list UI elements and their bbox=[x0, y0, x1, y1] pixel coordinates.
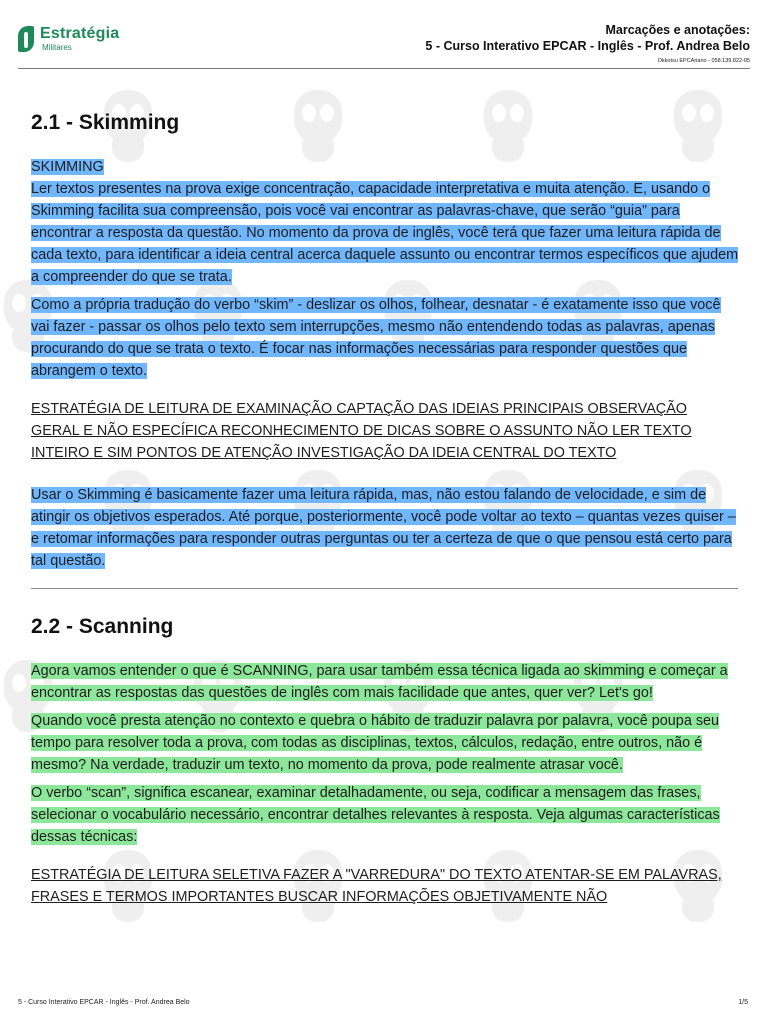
skimming-paragraph-2: Como a própria tradução do verbo “skim” - deslizar os olhos, folhear, desnatar - é exatamente isso que você vai fazer - passar os olhos pelo texto sem interrupções, mesmo não entendendo todas as palavras, apenas procurando do que se trata o texto. É focar nas informações necessárias para responder questões que abrangem o texto. bbox=[31, 297, 721, 379]
header-title-block bbox=[425, 22, 750, 64]
page-number: 1/5 bbox=[738, 999, 748, 1006]
logo-subtitle: Militares bbox=[42, 43, 72, 52]
header-course: 5 - Curso Interativo EPCAR - Inglês - Prof. Andrea Belo bbox=[425, 39, 750, 53]
document-body bbox=[31, 108, 739, 577]
section-title-scanning: 2.2 - Scanning bbox=[31, 615, 174, 638]
skimming-strategy-text: ESTRATÉGIA DE LEITURA DE EXAMINAÇÃO CAPTAÇÃO DAS IDEIAS PRINCIPAIS OBSERVAÇÃO GERAL E NÃO ESPECÍFICA RECONHECIMENTO DE DICAS SOBRE O ASSUNTO NÃO LER TEXTO INTEIRO E SIM PONTOS DE ATENÇÃO INVESTIGAÇÃO DA IDEIA CENTRAL DO TEXTO bbox=[31, 401, 692, 461]
header-license: Okkotsu EPCAriano - 058.139.822-05 bbox=[657, 58, 750, 64]
leaf-logo-icon bbox=[18, 26, 34, 52]
skimming-label: SKIMMING bbox=[31, 159, 104, 175]
section-divider bbox=[31, 588, 738, 589]
document-body-scanning bbox=[31, 612, 739, 908]
skimming-paragraph-1: Ler textos presentes na prova exige concentração, capacidade interpretativa e muita atenção. E, usando o Skimming facilita sua compreensão, pois você vai encontrar as palavras-chave, que serão “guia” para encontrar a resposta da questão. No momento da prova de inglês, você terá que fazer uma leitura rápida de cada texto, para identificar a ideia central acerca daquele assunto ou encontrar termos específicos que ajudem a compreender do que se trata. bbox=[31, 181, 739, 285]
page-header bbox=[18, 18, 750, 69]
footer-course: 5 - Curso Interativo EPCAR - Inglês - Prof. Andrea Belo bbox=[18, 999, 190, 1006]
scanning-paragraph-3: O verbo “scan”, significa escanear, examinar detalhadamente, ou seja, codificar a mensagem das frases, selecionar o vocabulário necessário, encontrar detalhes relevantes à resposta. Veja algumas características dessas técnicas: bbox=[31, 785, 720, 845]
logo-name: Estratégia bbox=[40, 25, 120, 42]
scanning-paragraph-2: Quando você presta atenção no contexto e quebra o hábito de traduzir palavra por palavra, você poupa seu tempo para resolver toda a prova, com todas as disciplinas, textos, cálculos, redação, entre outros, não é mesmo? Na verdade, traduzir um texto, no momento da prova, pode realmente atrasar você. bbox=[31, 713, 720, 773]
header-title: Marcações e anotações: bbox=[605, 23, 750, 37]
skimming-paragraph-3: Usar o Skimming é basicamente fazer uma leitura rápida, mas, não estou falando de velocidade, e sim de atingir os objetivos esperados. Até porque, posteriormente, você pode voltar ao texto – quantas vezes quiser – e retomar informações para responder outras perguntas ou ter a certeza de que o que pensou está certo para tal questão. bbox=[31, 487, 736, 569]
section-title-skimming: 2.1 - Skimming bbox=[31, 111, 180, 134]
brand-logo bbox=[18, 26, 119, 52]
scanning-paragraph-1: Agora vamos entender o que é SCANNING, para usar também essa técnica ligada ao skimming e começar a encontrar as respostas das questões de inglês com mais facilidade que antes, quer ver? Let's go! bbox=[31, 663, 728, 701]
scanning-strategy-text: ESTRATÉGIA DE LEITURA SELETIVA FAZER A "VARREDURA" DO TEXTO ATENTAR-SE EM PALAVRAS, FRASES E TERMOS IMPORTANTES BUSCAR INFORMAÇÕES OBJETIVAMENTE NÃO bbox=[31, 867, 722, 905]
